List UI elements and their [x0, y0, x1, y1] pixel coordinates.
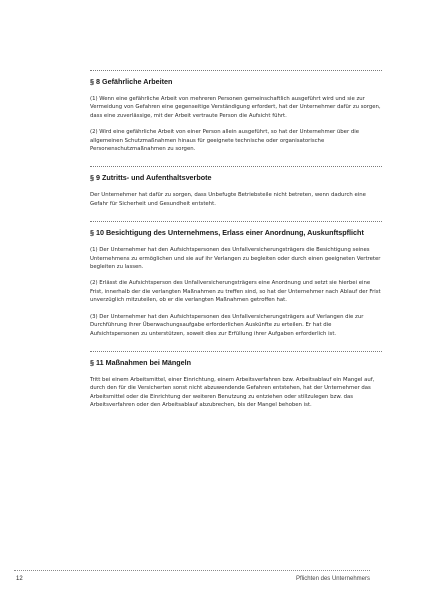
paragraph: (1) Wenn eine gefährliche Arbeit von mehreren Personen gemeinschaftlich ausgeführt wird und sie zur Vermeidung von Gefahren eine gegenseitige Verständigung erfordert, hat der Unternehmer dafür zu sorgen, dass eine zuverlässige, mit der Arbeit vertraute Person die Aufsicht führt.	[90, 96, 381, 119]
section-heading: § 11 Maßnahmen bei Mängeln	[90, 357, 192, 367]
section-divider	[90, 351, 382, 352]
page-number: 12	[16, 576, 23, 582]
footer-divider	[14, 570, 370, 571]
section-heading: § 8 Gefährliche Arbeiten	[90, 77, 173, 86]
section-8	[90, 70, 382, 153]
paragraph: (1) Der Unternehmer hat den Aufsichtspersonen des Unfallversicherungsträgers die Besichtigung seines Unternehmens zu ermöglichen und sie auf ihr Verlangen zu begleiten oder durch einen geeigneten Vertreter begleiten zu lassen.	[90, 247, 381, 271]
paragraph: (2) Erlässt die Aufsichtsperson des Unfallversicherungsträgers eine Anordnung und setzt sie hierbei eine Frist, innerhalb der die verlangten Maßnahmen zu treffen sind, so hat der Unternehmer nach Ablauf der Frist unverzüglich mitzuteilen, ob er die verlangten Maßnahmen getroffen hat.	[90, 280, 381, 304]
section-divider	[90, 166, 382, 167]
section-11	[90, 351, 382, 410]
paragraph: (2) Wird eine gefährliche Arbeit von einer Person allein ausgeführt, so hat der Unternehmer über die allgemeinen Schutzmaßnahmen hinaus für geeignete technische oder organisatorische Personenschutzmaßnahmen zu sorgen.	[90, 129, 359, 153]
section-10	[90, 221, 382, 338]
paragraph: Der Unternehmer hat dafür zu sorgen, dass Unbefugte Betriebsteile nicht betreten, wenn dadurch eine Gefahr für Sicherheit und Gesundheit entsteht.	[90, 192, 366, 207]
section-divider	[90, 221, 382, 222]
section-heading: § 9 Zutritts- und Aufenthaltsverbote	[90, 173, 212, 183]
page-body	[90, 70, 382, 418]
section-heading: § 10 Besichtigung des Unternehmens, Erlass einer Anordnung, Auskunftspflicht	[90, 228, 364, 238]
section-9	[90, 166, 382, 208]
paragraph: (3) Der Unternehmer hat den Aufsichtspersonen des Unfallversicherungsträgers auf Verlangen die zur Durchführung ihrer Überwachungsaufgabe erforderlichen Auskünfte zu erteilen. Er hat die Aufsichtspersonen zu unterstützen, soweit dies zur Erfüllung ihrer Aufgaben erforderlich ist.	[90, 313, 364, 337]
paragraph: Tritt bei einem Arbeitsmittel, einer Einrichtung, einem Arbeitsverfahren bzw. Arbeitsablauf ein Mangel auf, durch den für die Versicherten sonst nicht abzuwendende Gefahren entstehen, hat der Unternehmer das Arbeitsmittel oder die Einrichtung der weiteren Benutzung zu entziehen oder stillzulegen bzw. das Arbeitsverfahren oder den Arbeitsablauf abzubrechen, bis der Mangel behoben ist.	[90, 376, 375, 409]
running-footer-title: Pflichten des Unternehmers	[295, 576, 370, 582]
section-divider	[90, 70, 382, 71]
